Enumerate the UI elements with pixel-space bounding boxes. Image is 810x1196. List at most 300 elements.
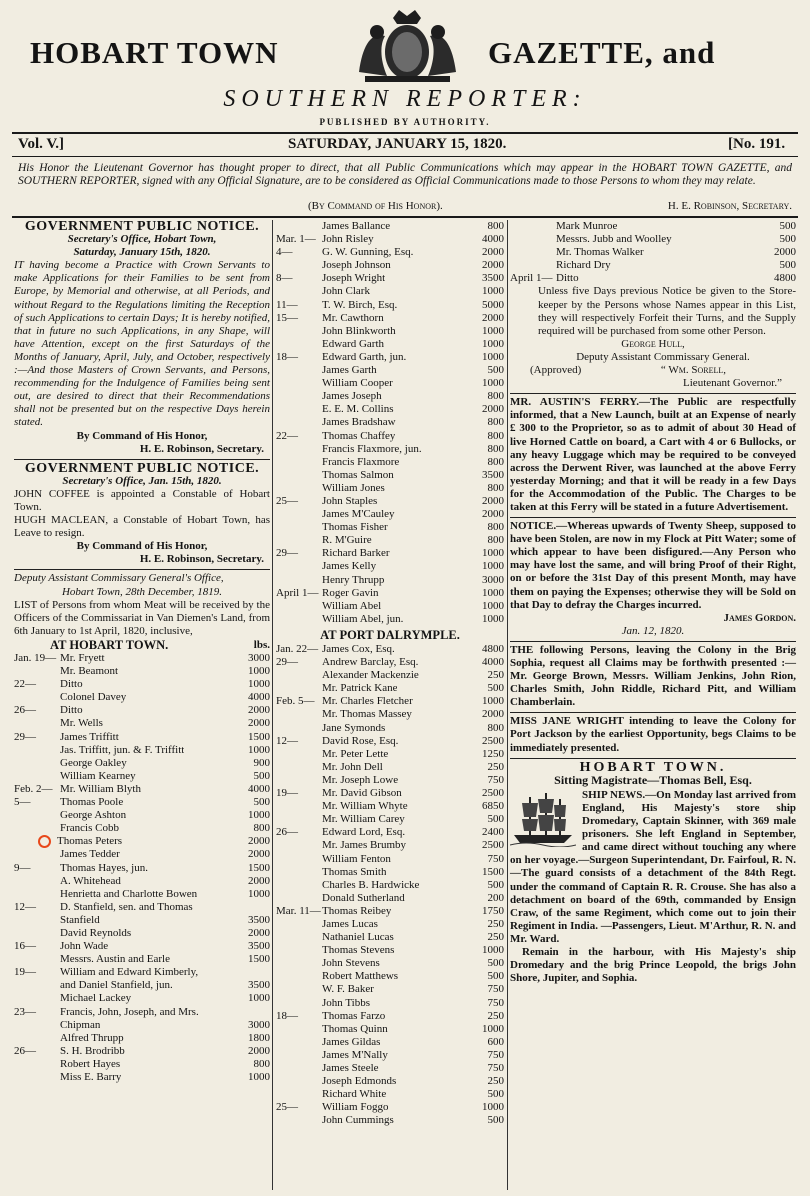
masthead-authority: PUBLISHED BY AUTHORITY. [319,117,491,127]
list-row [14,888,270,901]
list-row [276,560,504,573]
list-row-date: 18— [276,1009,298,1022]
list-row-name: Thomas Poole [60,796,124,809]
list-row-quantity: 2000 [248,717,270,730]
list-row-name: Thomas Salmon [322,468,394,481]
list-row-entry [14,678,83,691]
list-row [276,1010,504,1023]
list-row-name: John Staples [322,494,378,507]
list-row-date: 26— [276,826,298,839]
list-row-entry [276,1010,385,1023]
section-rule [510,758,796,759]
list-row-entry [276,377,393,390]
list-row-name: G. W. Gunning, Esq. [322,246,414,259]
list-row-name: Richard Dry [556,259,611,272]
list-row [276,983,504,996]
list-row-name: Andrew Barclay, Esq. [322,656,419,669]
list-row-quantity: 2000 [248,848,270,861]
list-row-name: Robert Hayes [60,1057,121,1070]
column-3 [510,220,796,985]
list-row-name: James Gildas [322,1035,381,1048]
notice-by-command: By Command of His Honor, [76,540,208,553]
list-row-quantity: 1000 [482,337,504,350]
list-row-name: James M'Cauley [322,508,395,521]
list-row-quantity: 500 [487,970,504,983]
list-row [276,1023,504,1036]
list-row-date: 25— [276,1101,298,1114]
list-row-quantity: 2000 [482,403,504,416]
list-row-date: 15— [276,311,298,324]
list-row-quantity: 2000 [774,246,796,259]
list-row [510,259,796,272]
list-row-name: John Tibbs [322,996,371,1009]
list-row-entry [276,787,402,800]
list-row-entry [276,272,385,285]
list-row-quantity: 5000 [482,298,504,311]
list-row-name: James Garth [322,364,377,377]
list-row-date: 4— [276,246,293,259]
meat-list-continued [510,220,796,285]
list-row-quantity: 3500 [482,272,504,285]
list-row [276,944,504,957]
list-row-date: 5— [14,796,31,809]
list-row-name: Francis Flaxmore, jun. [322,442,422,455]
list-row-date: 29— [14,730,36,743]
list-row-entry [276,285,370,298]
list-row-entry [276,220,390,233]
list-row-date: 19— [276,787,298,800]
list-row-name: Thomas Quinn [322,1022,388,1035]
list-row-name: George Oakley [60,756,127,769]
list-row [14,901,270,914]
list-row-entry [276,390,382,403]
list-row-quantity: 3500 [248,979,270,992]
list-row-name: Mr. William Blyth [60,782,141,795]
list-row-quantity: 800 [487,442,504,455]
list-row-date: 23— [14,1005,36,1018]
list-row-name: Thomas Stevens [322,944,395,957]
list-row [276,643,504,656]
notice-signature: H. E. Robinson, Secretary. [139,553,264,566]
column-divider [507,220,508,1190]
list-row-name: Jas. Triffitt, jun. & F. Triffitt [60,743,185,756]
list-row [276,1114,504,1127]
list-row [14,914,270,927]
list-row-quantity: 800 [253,822,270,835]
list-row-date: 18— [276,350,298,363]
list-row-entry [276,722,385,735]
list-row-quantity: 800 [487,220,504,232]
list-row-name: Francis Cobb [60,822,119,835]
section-rule [14,569,270,570]
list-row-quantity: 2500 [482,734,504,747]
list-row-entry [276,708,412,721]
list-row-name: Thomas Peters [57,835,123,848]
list-row-entry [510,246,644,259]
list-row-name: Joseph Johnson [322,259,391,272]
list-row-name: Donald Sutherland [322,891,405,904]
column-divider [272,220,273,1190]
list-row-name: Roger Gavin [322,586,379,599]
list-row-entry [14,796,123,809]
list-row-name: Mr. Patrick Kane [322,682,398,695]
list-row-quantity: 3500 [248,940,270,953]
list-row-quantity: 1500 [248,953,270,966]
list-row-quantity: 1000 [482,586,504,599]
masthead-rule [12,132,798,134]
list-row-quantity: 1000 [482,944,504,957]
list-row [276,722,504,735]
list-row-entry [276,508,395,521]
list-row [276,534,504,547]
masthead-title-right: GAZETTE, and [488,35,716,70]
list-row-name: Charles B. Hardwicke [322,878,420,891]
column-2 [276,220,504,1127]
list-row [276,600,504,613]
list-row-name: Joseph Wright [322,272,386,285]
list-row [14,744,270,757]
list-row [276,695,504,708]
list-row-entry [276,669,419,682]
list-row [276,787,504,800]
list-row-entry [14,914,100,927]
list-row [276,285,504,298]
list-row [276,377,504,390]
commissary-place: Hobart Town, 28th December, 1819. [61,585,222,598]
list-row-name: John Stevens [322,957,380,970]
list-row [276,708,504,721]
list-row-name: John Blinkworth [322,324,396,337]
list-row-name: Miss E. Barry [60,1071,122,1084]
list-row [276,1101,504,1114]
list-row-entry [276,430,395,443]
list-row [276,456,504,469]
list-row-name: John Risley [322,233,374,246]
list-row-entry [276,1023,388,1036]
list-row [276,272,504,285]
list-row [276,1062,504,1075]
list-row [276,312,504,325]
list-row [510,233,796,246]
list-row-date: 22— [14,678,36,691]
list-row-name: James Joseph [322,390,382,403]
list-row-entry [276,403,394,416]
list-row-quantity: 2500 [482,839,504,852]
list-row-entry [276,495,377,508]
list-row [276,325,504,338]
list-row-name: William Foggo [322,1101,389,1114]
list-row [276,1049,504,1062]
list-row-entry [276,944,394,957]
list-row-quantity: 3500 [482,468,504,481]
section-rule [14,459,270,460]
list-row-name: Richard Barker [322,547,390,560]
list-row-quantity: 1000 [482,560,504,573]
list-row-entry [276,957,380,970]
list-row-quantity: 800 [487,481,504,494]
list-row-quantity: 500 [487,878,504,891]
list-row-entry [276,547,390,560]
list-row [276,669,504,682]
list-row-quantity: 900 [253,756,270,769]
list-row-entry [14,848,120,861]
list-row [276,351,504,364]
list-row-name: A. Whitehead [60,874,121,887]
list-row-quantity: 4000 [482,233,504,246]
notice-heading: GOVERNMENT PUBLIC NOTICE. [24,460,260,476]
list-row [276,970,504,983]
list-row-name: Henrietta and Charlotte Bowen [60,887,198,900]
list-row-name: Alexander Mackenzie [322,669,419,682]
list-row-quantity: 1000 [248,992,270,1005]
list-row-name: Mr. Peter Lette [322,747,389,760]
list-row-quantity: 1000 [482,1101,504,1114]
list-row-entry [14,783,141,796]
list-row-entry [14,862,148,875]
list-row-name: D. Stanfield, sen. and Thomas [60,900,193,913]
list-row [276,233,504,246]
list-row-entry [276,233,374,246]
list-row-name: James M'Nally [322,1048,388,1061]
list-row [14,783,270,796]
list-row-entry [276,1114,394,1127]
port-dalrymple-heading: AT PORT DALRYMPLE. [320,627,460,642]
list-signature-name: George Hull, [621,337,685,350]
dateline-rule [12,156,798,157]
list-row-entry [14,665,118,678]
list-row-name: William Abel [322,599,382,612]
list-row-quantity: 1000 [482,285,504,298]
list-row-entry [276,866,386,879]
list-row-entry [276,469,394,482]
list-row-quantity: 2400 [482,826,504,839]
list-row-quantity: 800 [487,390,504,403]
list-row-name: William Cooper [322,377,393,390]
list-row-entry [510,259,611,272]
list-row [276,774,504,787]
list-row-name: William Fenton [322,852,391,865]
list-row [276,879,504,892]
list-row-entry [14,1058,120,1071]
list-row [276,735,504,748]
list-row-quantity: 1000 [248,887,270,900]
list-row-entry [14,731,119,744]
list-row-entry [276,338,384,351]
list-row-entry [276,983,374,996]
list-row-entry [276,416,396,429]
section-rule [510,517,796,518]
list-row-name: James Lucas [322,917,378,930]
list-row [14,835,270,848]
list-row-date: 22— [276,429,298,442]
stolen-sheep-notice: NOTICE.—Whereas upwards of Twenty Sheep, supposed to have been Stolen, are now in my Flock at Pitt Water; some of which appear to have been disfigured.—Any Person who may have lost the same, and will bring Proof of their Right, on or before the 31st Day of this present Month, may have them on paying the Expenses; otherwise they will be Sold on that Day to defray the Charges incurred. [510,520,796,611]
list-row [14,717,270,730]
list-row-quantity: 1000 [482,547,504,560]
list-row-quantity: 3000 [248,652,270,664]
list-row-date: 25— [276,494,298,507]
list-row-entry [276,970,398,983]
list-row-date: 29— [276,547,298,560]
list-row-quantity: 1500 [248,861,270,874]
list-row-name: and Daniel Stanfield, jun. [60,979,173,992]
hobart-news-heading: HOBART TOWN. [579,759,727,775]
list-row [14,940,270,953]
list-row [276,220,504,233]
list-row-entry [14,1019,100,1032]
port-dalrymple-list [276,643,504,1127]
list-row-name: William and Edward Kimberly, [60,966,199,979]
list-row-quantity: 250 [487,931,504,944]
commissary-office: Deputy Assistant Commissary General's Office, [14,572,224,585]
issue-date: SATURDAY, JANUARY 15, 1820. [288,136,507,152]
list-row-entry [276,299,397,312]
list-row-name: W. F. Baker [322,983,374,996]
list-row-quantity: 500 [487,957,504,970]
list-row-name: Mr. Wells [60,717,103,730]
list-row-quantity: 3000 [248,1018,270,1031]
list-row [276,613,504,626]
notice-body: IT having become a Practice with Crown Servants to make Applications for their Families to be sent from Europe, by Memorial and otherwise, at all Periods, and without Regard to the Regulations limiting the Reception of such Applications to certain Days; It is hereby notified, that in future no such Applications, in any Shape, will have Attention, except on the first Saturdays of the Months of January, April, July, and October, respectively :—And those Masters of Crown Servants, and Persons, recommending for the Indulgence of Families being sent out, are desired to direct that their Recommendations shall not be presented but on the respective Days herein stated. [14,259,270,429]
list-row-name: Stanfield [60,913,100,926]
list-row-quantity: 500 [779,233,796,246]
list-row-entry [276,312,384,325]
list-row-name: Mr. Cawthorn [322,311,384,324]
list-row-entry [14,691,126,704]
list-row-name: Thomas Hayes, jun. [60,861,148,874]
notice-date: Saturday, January 15th, 1820. [73,246,211,259]
list-row-name: R. M'Guire [322,534,372,547]
notice-office: Secretary's Office, Jan. 15th, 1820. [62,474,222,487]
list-row [276,1075,504,1088]
list-row-quantity: 250 [487,1009,504,1022]
list-row-name: Jane Symonds [322,721,386,734]
list-row-name: Ditto [556,272,579,285]
list-row-quantity: 2000 [248,927,270,939]
list-row-entry [276,574,384,587]
list-row-date: Jan. 19— [14,652,57,664]
ship-news-text: SHIP NEWS.—On Monday last arrived from England, His Majesty's store ship Dromedary, Captain Skinner, with 369 male prisoners. She left England in September, and came direct without touching any where on her voyage.—Surgeon Superintendant, Dr. Fairfoul, R. N.—The guard consists of a detachment of the 84th Regt. under the command of Captain R. R. Crouse. She has also a detachment on board of the 69th, commanded by Ensign Craw, of the same Regiment, which come out to join their Regiment in India. —Passengers, Lieut. M'Arthur, R. N. and Mr. Ward. [510,788,796,945]
list-row-name: Michael Lackey [60,992,132,1005]
list-row-name: T. W. Birch, Esq. [322,298,398,311]
list-row [276,1088,504,1101]
official-notice-signature: H. E. Robinson, Secretary. [667,200,792,212]
list-row-name: Chipman [60,1018,101,1031]
highlight-marker-icon [38,835,51,848]
sitting-magistrate: Sitting Magistrate—Thomas Bell, Esq. [554,772,752,787]
list-row-quantity: 1000 [482,612,504,625]
list-row-name: James Triffitt [60,730,119,743]
list-row-entry [14,875,121,888]
list-row-entry [510,272,579,285]
list-row [14,809,270,822]
harbour-note: Remain in the harbour, with His Majesty's ship Dromedary and the brig Prince Leopold, the brigs John Shore, Jupiter, and Sophia. [510,945,796,985]
list-row-name: Edward Garth [322,337,385,350]
list-row-entry [276,259,391,272]
list-row-quantity: 1000 [248,1071,270,1084]
list-row [14,704,270,717]
list-row-entry [276,1062,379,1075]
list-row-date: 9— [14,861,31,874]
list-row [14,875,270,888]
list-row-name: Nathaniel Lucas [322,931,394,944]
list-row-date: 12— [276,734,298,747]
list-row-quantity: 250 [487,669,504,682]
list-row [276,853,504,866]
list-row-name: Ditto [60,704,83,717]
ship-news [510,789,796,946]
list-row-quantity: 500 [779,259,796,272]
list-row-quantity: 750 [487,1048,504,1061]
list-row-name: Messrs. Austin and Earle [60,953,170,966]
list-row-date: Feb. 5— [276,695,315,708]
list-row-name: Mr. Thomas Walker [556,246,644,259]
list-row [276,416,504,429]
list-row [14,731,270,744]
list-row [14,665,270,678]
list-row-entry [276,482,385,495]
list-row-name: Mr. Fryett [60,652,105,664]
list-row [276,918,504,931]
list-row-name: Mr. John Dell [322,760,383,773]
list-row [276,826,504,839]
list-row [276,469,504,482]
list-row [510,272,796,285]
notice-signature: H. E. Robinson, Secretary. [139,442,264,455]
list-row-entry [14,1032,124,1045]
governor-name: “ Wm. Sorell, [660,364,726,377]
list-row [14,1006,270,1019]
list-row-quantity: 1000 [482,1022,504,1035]
list-row-quantity: 750 [487,773,504,786]
list-row-entry [276,443,422,456]
hobart-list-heading: AT HOBART TOWN. [50,637,169,652]
list-row-quantity: 1000 [482,377,504,390]
list-row-date: 8— [276,272,293,285]
list-row [276,839,504,852]
list-row-quantity: 800 [487,721,504,734]
list-row-name: Thomas Chaffey [322,429,396,442]
list-row-quantity: 6850 [482,800,504,813]
list-row-name: Mr. William Whyte [322,800,408,813]
list-row-entry [276,643,395,656]
list-row-date: Feb. 2— [14,782,53,795]
list-row-quantity: 4800 [774,272,796,285]
list-row-quantity: 200 [487,891,504,904]
list-row-name: Joseph Edmonds [322,1075,397,1088]
list-row-entry [276,1036,380,1049]
list-row-name: John Clark [322,285,370,298]
list-row-entry [14,940,108,953]
list-row-entry [276,1075,396,1088]
list-row-entry [276,521,388,534]
list-row-quantity: 250 [487,917,504,930]
list-row-quantity: 2000 [482,708,504,721]
list-row [276,574,504,587]
list-row-quantity: 1500 [482,865,504,878]
ship-icon [510,791,576,847]
list-row [276,656,504,669]
list-row-quantity: 500 [779,220,796,232]
list-row-name: George Ashton [60,809,127,822]
list-row-entry [276,892,405,905]
list-row-name: William Kearney [60,769,136,782]
list-row-entry [276,1101,388,1114]
list-row-quantity: 800 [487,534,504,547]
list-row-quantity: 2000 [248,1044,270,1057]
list-row [14,757,270,770]
list-row-quantity: 1000 [482,599,504,612]
list-row-name: David Reynolds [60,927,132,939]
